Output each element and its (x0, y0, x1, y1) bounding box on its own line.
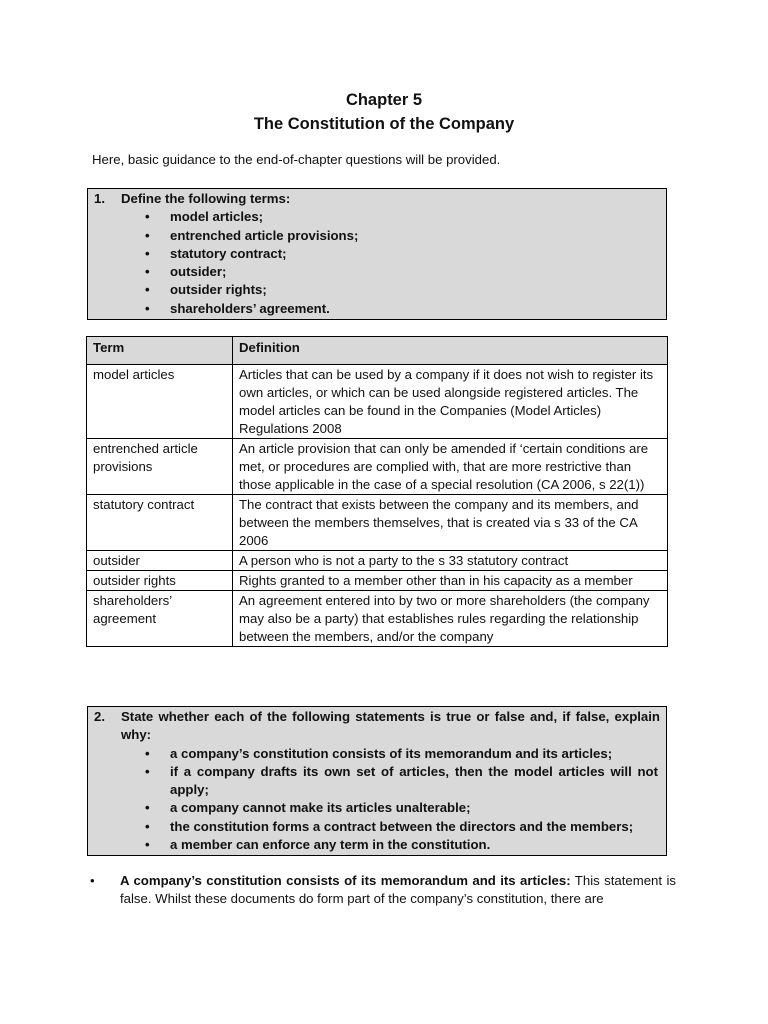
question-1-number: 1. (94, 191, 105, 206)
definition-cell: An article provision that can only be amended if ‘certain conditions are met, or procedures are complied with, that are more restrictive than those applicable in the case of a special resolution (CA 2006, s 22(1)) (233, 439, 668, 495)
table-row (87, 439, 668, 495)
table-row (87, 365, 668, 439)
list-item: • model articles; (145, 209, 264, 225)
table-row (87, 495, 668, 551)
question-2-box (87, 706, 667, 856)
chapter-number: Chapter 5 (345, 91, 423, 109)
answer-1-heading: A company’s constitution consists of its memorandum and its articles: (120, 873, 571, 888)
list-item: • outsider; (145, 264, 227, 280)
intro-text: Here, basic guidance to the end-of-chapter questions will be provided. (92, 152, 501, 167)
list-item: • entrenched article provisions; (145, 227, 359, 243)
table-row (87, 591, 668, 647)
terms-table (86, 336, 668, 647)
question-1-list (94, 208, 660, 318)
term-cell: statutory contract (87, 495, 233, 551)
list-item: • statutory contract; (145, 245, 287, 261)
answer-1-body: This statement is false. Whilst these documents do form part of the company’s constitution, there are (120, 873, 676, 907)
term-cell: entrenched article provisions (87, 439, 233, 495)
definition-cell: Articles that can be used by a company if it does not wish to register its own articles, or which can be used alongside registered articles. The model articles can be found in the Companies (Model Articles) Regulations 2008 (233, 365, 668, 439)
answer-1 (90, 872, 676, 909)
term-cell: model articles (87, 365, 233, 439)
table-header-definition: Definition (233, 337, 668, 365)
answer-1-text (120, 872, 676, 909)
question-1-box (87, 188, 667, 320)
question-2-list (94, 745, 660, 855)
definition-cell: Rights granted to a member other than in his capacity as a member (233, 571, 668, 591)
list-item: • if a company drafts its own set of articles, then the model articles will not apply; (145, 763, 658, 798)
question-1-text: Define the following terms: (121, 191, 291, 206)
list-item: • outsider rights; (145, 282, 267, 298)
list-item: • the constitution forms a contract between the directors and the members; (145, 818, 634, 834)
question-2-text: State whether each of the following statements is true or false and, if false, explain why: (121, 709, 660, 743)
term-cell: outsider rights (87, 571, 233, 591)
question-2-number: 2. (94, 709, 105, 724)
definition-cell: The contract that exists between the company and its members, and between the members themselves, that is created via s 33 of the CA 2006 (233, 495, 668, 551)
table-row (87, 551, 668, 571)
term-cell: outsider (87, 551, 233, 571)
term-cell: shareholders’ agreement (87, 591, 233, 647)
list-item: • a company’s constitution consists of its memorandum and its articles; (145, 745, 613, 761)
list-item: • a company cannot make its articles unalterable; (145, 800, 471, 816)
definition-cell: An agreement entered into by two or more shareholders (the company may also be a party) that establishes rules regarding the relationship between the members, and/or the company (233, 591, 668, 647)
list-item: • a member can enforce any term in the constitution. (145, 837, 491, 853)
answer-bullet: • (90, 873, 95, 888)
table-header-term: Term (87, 337, 233, 365)
list-item: • shareholders’ agreement. (145, 300, 330, 316)
chapter-title: The Constitution of the Company (253, 115, 515, 133)
table-row (87, 571, 668, 591)
definition-cell: A person who is not a party to the s 33 statutory contract (233, 551, 668, 571)
